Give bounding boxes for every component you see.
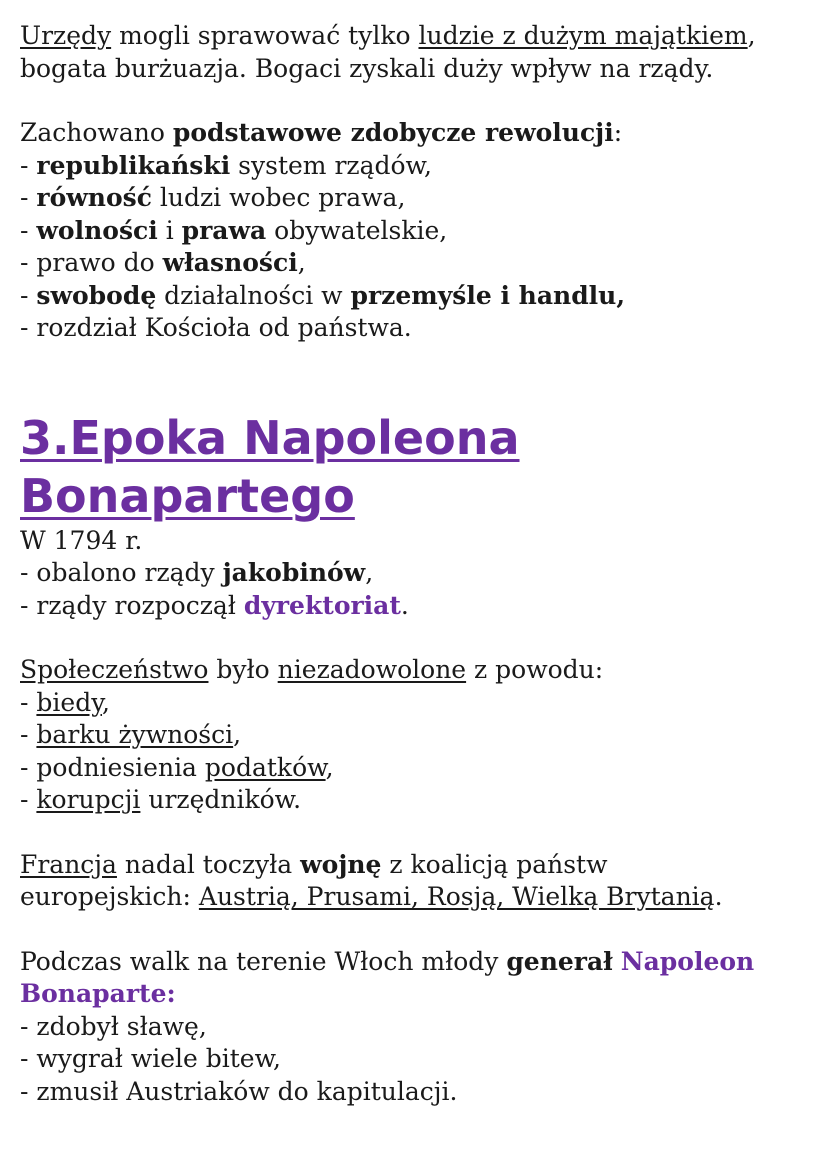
- text-line: Społeczeństwo było niezadowolone z powodu:: [20, 655, 604, 684]
- underlined-term: korupcji: [36, 785, 141, 814]
- underlined-term: Urzędy: [20, 21, 112, 50]
- bold-term: republikański: [36, 150, 231, 180]
- text-line: bogata burżuazja. Bogaci zyskali duży wpływ na rządy.: [20, 53, 714, 83]
- list-item: - barku żywności,: [20, 720, 242, 749]
- paragraph-achievements: [20, 117, 808, 345]
- bold-term: wolności: [36, 215, 158, 245]
- highlight-term: Napoleon: [620, 946, 755, 976]
- paragraph-napoleon: [20, 946, 808, 1109]
- highlight-term: Bonaparte:: [20, 979, 176, 1008]
- highlight-term: dyrektoriat: [243, 590, 401, 620]
- text-line: W 1794 r.: [20, 525, 143, 555]
- list-item: - wolności i prawa obywatelskie,: [20, 215, 448, 245]
- text-line: [20, 20, 808, 53]
- text-line: europejskich: Austrią, Prusami, Rosją, Wielką Brytanią.: [20, 882, 723, 911]
- list-item: - równość ludzi wobec prawa,: [20, 183, 406, 212]
- underlined-term: Społeczeństwo: [20, 655, 209, 684]
- bold-term: swobodę: [36, 280, 157, 310]
- bold-term: jakobinów: [222, 558, 366, 587]
- bold-term: prawa: [181, 215, 267, 245]
- underlined-term: niezadowolone: [277, 655, 467, 684]
- text-line: [20, 117, 808, 150]
- underlined-term: Austrią, Prusami, Rosją, Wielką Brytanią: [198, 882, 715, 911]
- heading-line: Bonapartego: [20, 468, 355, 523]
- text-line: Francja nadal toczyła wojnę z koalicją państw: [20, 849, 608, 879]
- text: mogli sprawować tylko: [111, 21, 419, 50]
- bold-term: równość: [36, 183, 152, 212]
- text-line: Podczas walk na terenie Włoch młody generał Napoleon: [20, 946, 755, 976]
- underlined-term: barku żywności: [36, 720, 234, 749]
- list-item: - swobodę działalności w przemyśle i handlu,: [20, 280, 626, 310]
- underlined-term: podatków: [204, 752, 326, 782]
- bold-term: podstawowe zdobycze rewolucji: [172, 118, 614, 147]
- list-item: - obalono rządy jakobinów,: [20, 558, 374, 587]
- text: :: [613, 118, 623, 147]
- list-item: - republikański system rządów,: [20, 150, 432, 180]
- list-item: - zmusił Austriaków do kapitulacji.: [20, 1076, 458, 1106]
- underlined-term: Francja: [20, 849, 117, 879]
- list-item: - korupcji urzędników.: [20, 785, 302, 814]
- bold-term: wojnę: [300, 849, 382, 879]
- list-item: - podniesienia podatków,: [20, 752, 334, 782]
- list-item: - wygrał wiele bitew,: [20, 1044, 281, 1073]
- heading-line: 3.Epoka Napoleona: [20, 410, 520, 465]
- underlined-term: biedy: [36, 687, 103, 717]
- text: Zachowano: [20, 118, 173, 147]
- paragraph-discontent: [20, 654, 808, 817]
- text: ,: [747, 21, 756, 50]
- paragraph-1794: [20, 525, 808, 623]
- section-heading: [20, 409, 808, 525]
- list-item: - zdobył sławę,: [20, 1011, 207, 1041]
- list-item: - rozdział Kościoła od państwa.: [20, 313, 412, 342]
- list-item: - rządy rozpoczął dyrektoriat.: [20, 590, 409, 620]
- paragraph-wealth: [20, 20, 808, 85]
- bold-term: generał: [506, 946, 613, 976]
- underlined-term: ludzie z dużym majątkiem: [418, 21, 748, 50]
- list-item: - biedy,: [20, 687, 110, 717]
- list-item: - prawo do własności,: [20, 248, 306, 277]
- bold-term: własności: [162, 248, 298, 277]
- paragraph-war: [20, 849, 808, 914]
- bold-term: przemyśle i handlu,: [350, 280, 626, 310]
